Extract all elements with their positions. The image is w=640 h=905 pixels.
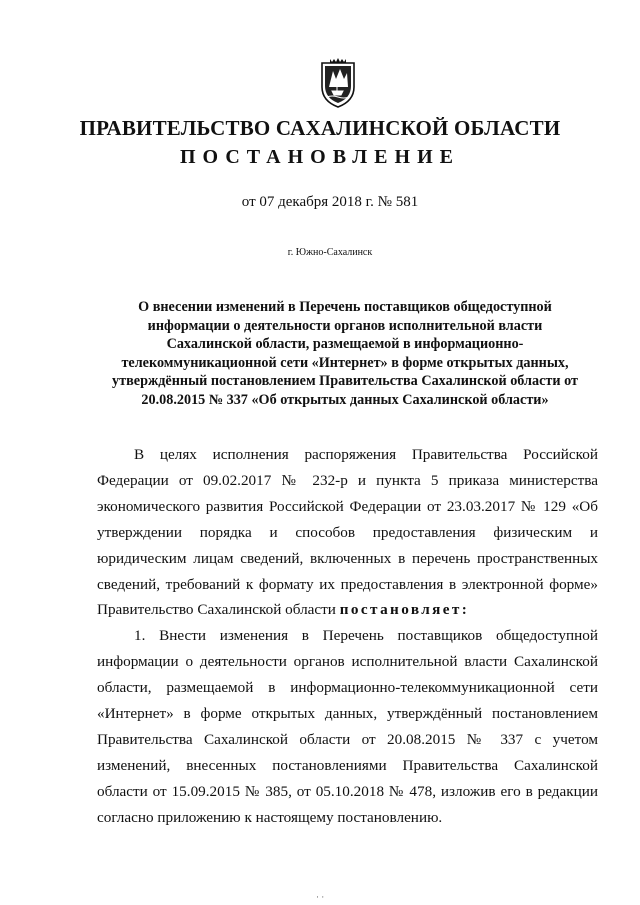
preamble-text: В целях исполнения распоряжения Правительства Российской Федерации от 09.02.2017 № 232-р и пункта 5 приказа министерства экономического развития Российской Федерации от 23.03.2017 № 129 «Об утверждении порядка и способов предоставления физическим и юридическим лицам сведений, включенных в перечень пространственных сведений, требований к формату их предоставления в электронной форме» Правительство Сахалинской области (97, 446, 598, 619)
document-heading: О внесении изменений в Перечень поставщиков общедоступной информации о деятельности органов исполнительной власти Сахалинской области, размещаемой в информационно-телекоммуникационной сети «Интернет» в форме открытых данных, утверждённый постановлением Правительства Сахалинской области от 20.08.2015 № 337 «Об открытых данных Сахалинской области» (112, 299, 578, 408)
paragraph-preamble (97, 442, 598, 623)
government-title: ПРАВИТЕЛЬСТВО САХАЛИНСКОЙ ОБЛАСТИ (79, 116, 561, 140)
paragraph-item-1: 1. Внести изменения в Перечень поставщиков общедоступной информации о деятельности органов исполнительной власти Сахалинской области, размещаемой в информационно-телекоммуникационной сети «Интернет» в форме открытых данных, утверждённый постановлением Правительства Сахалинской области от 20.08.2015 № 337 с учетом изменений, внесенных постановлениями Правительства Сахалинской области от 15.09.2015 № 385, от 05.10.2018 № 478, изложив его в редакции согласно приложению к настоящему постановлению. (97, 627, 598, 826)
document-body (97, 442, 598, 831)
document-city: г. Южно-Сахалинск (287, 247, 373, 258)
document-type: ПОСТАНОВЛЕНИЕ (180, 146, 460, 168)
document-date: от 07 декабря 2018 г. № 581 (241, 194, 419, 210)
sakhalin-coat-of-arms-icon (318, 57, 358, 109)
page-footer-mark: · · (316, 892, 325, 902)
resolves-word: постановляет: (339, 601, 470, 619)
